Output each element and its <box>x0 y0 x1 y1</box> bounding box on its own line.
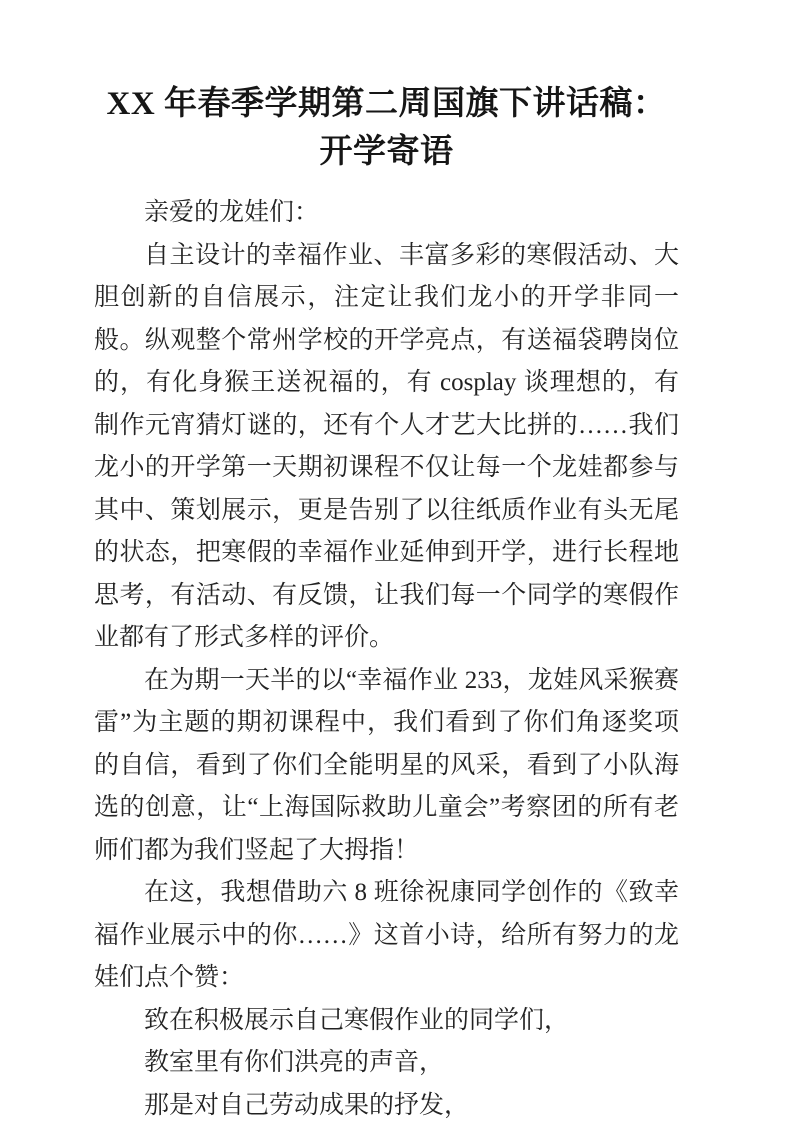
paragraph-body-3: 在这，我想借助六 8 班徐祝康同学创作的《致幸福作业展示中的你……》这首小诗，给所有努力的龙娃们点个赞： <box>94 872 679 1000</box>
document-title: XX 年春季学期第二周国旗下讲话稿：开学寄语 <box>94 80 679 176</box>
document-body <box>94 192 679 1127</box>
paragraph-poem-line-3: 那是对自己劳动成果的抒发， <box>94 1085 679 1127</box>
paragraph-poem-line-2: 教室里有你们洪亮的声音， <box>94 1042 679 1085</box>
paragraph-body-2: 在为期一天半的以“幸福作业 233，龙娃风采猴赛雷”为主题的期初课程中，我们看到了你们角逐奖项的自信，看到了你们全能明星的风采，看到了小队海选的创意，让“上海国际救助儿童会”考察团的所有老师们都为我们竖起了大拇指！ <box>94 660 679 873</box>
paragraph-salutation: 亲爱的龙娃们： <box>94 192 679 235</box>
paragraph-poem-line-1: 致在积极展示自己寒假作业的同学们， <box>94 1000 679 1043</box>
paragraph-body-1: 自主设计的幸福作业、丰富多彩的寒假活动、大胆创新的自信展示，注定让我们龙小的开学非同一般。纵观整个常州学校的开学亮点，有送福袋聘岗位的，有化身猴王送祝福的，有 cosplay 谈理想的，有制作元宵猜灯谜的，还有个人才艺大比拼的……我们龙小的开学第一天期初课程不仅让每一个龙娃都参与其中、策划展示，更是告别了以往纸质作业有头无尾的状态，把寒假的幸福作业延伸到开学，进行长程地思考，有活动、有反馈，让我们每一个同学的寒假作业都有了形式多样的评价。 <box>94 235 679 660</box>
